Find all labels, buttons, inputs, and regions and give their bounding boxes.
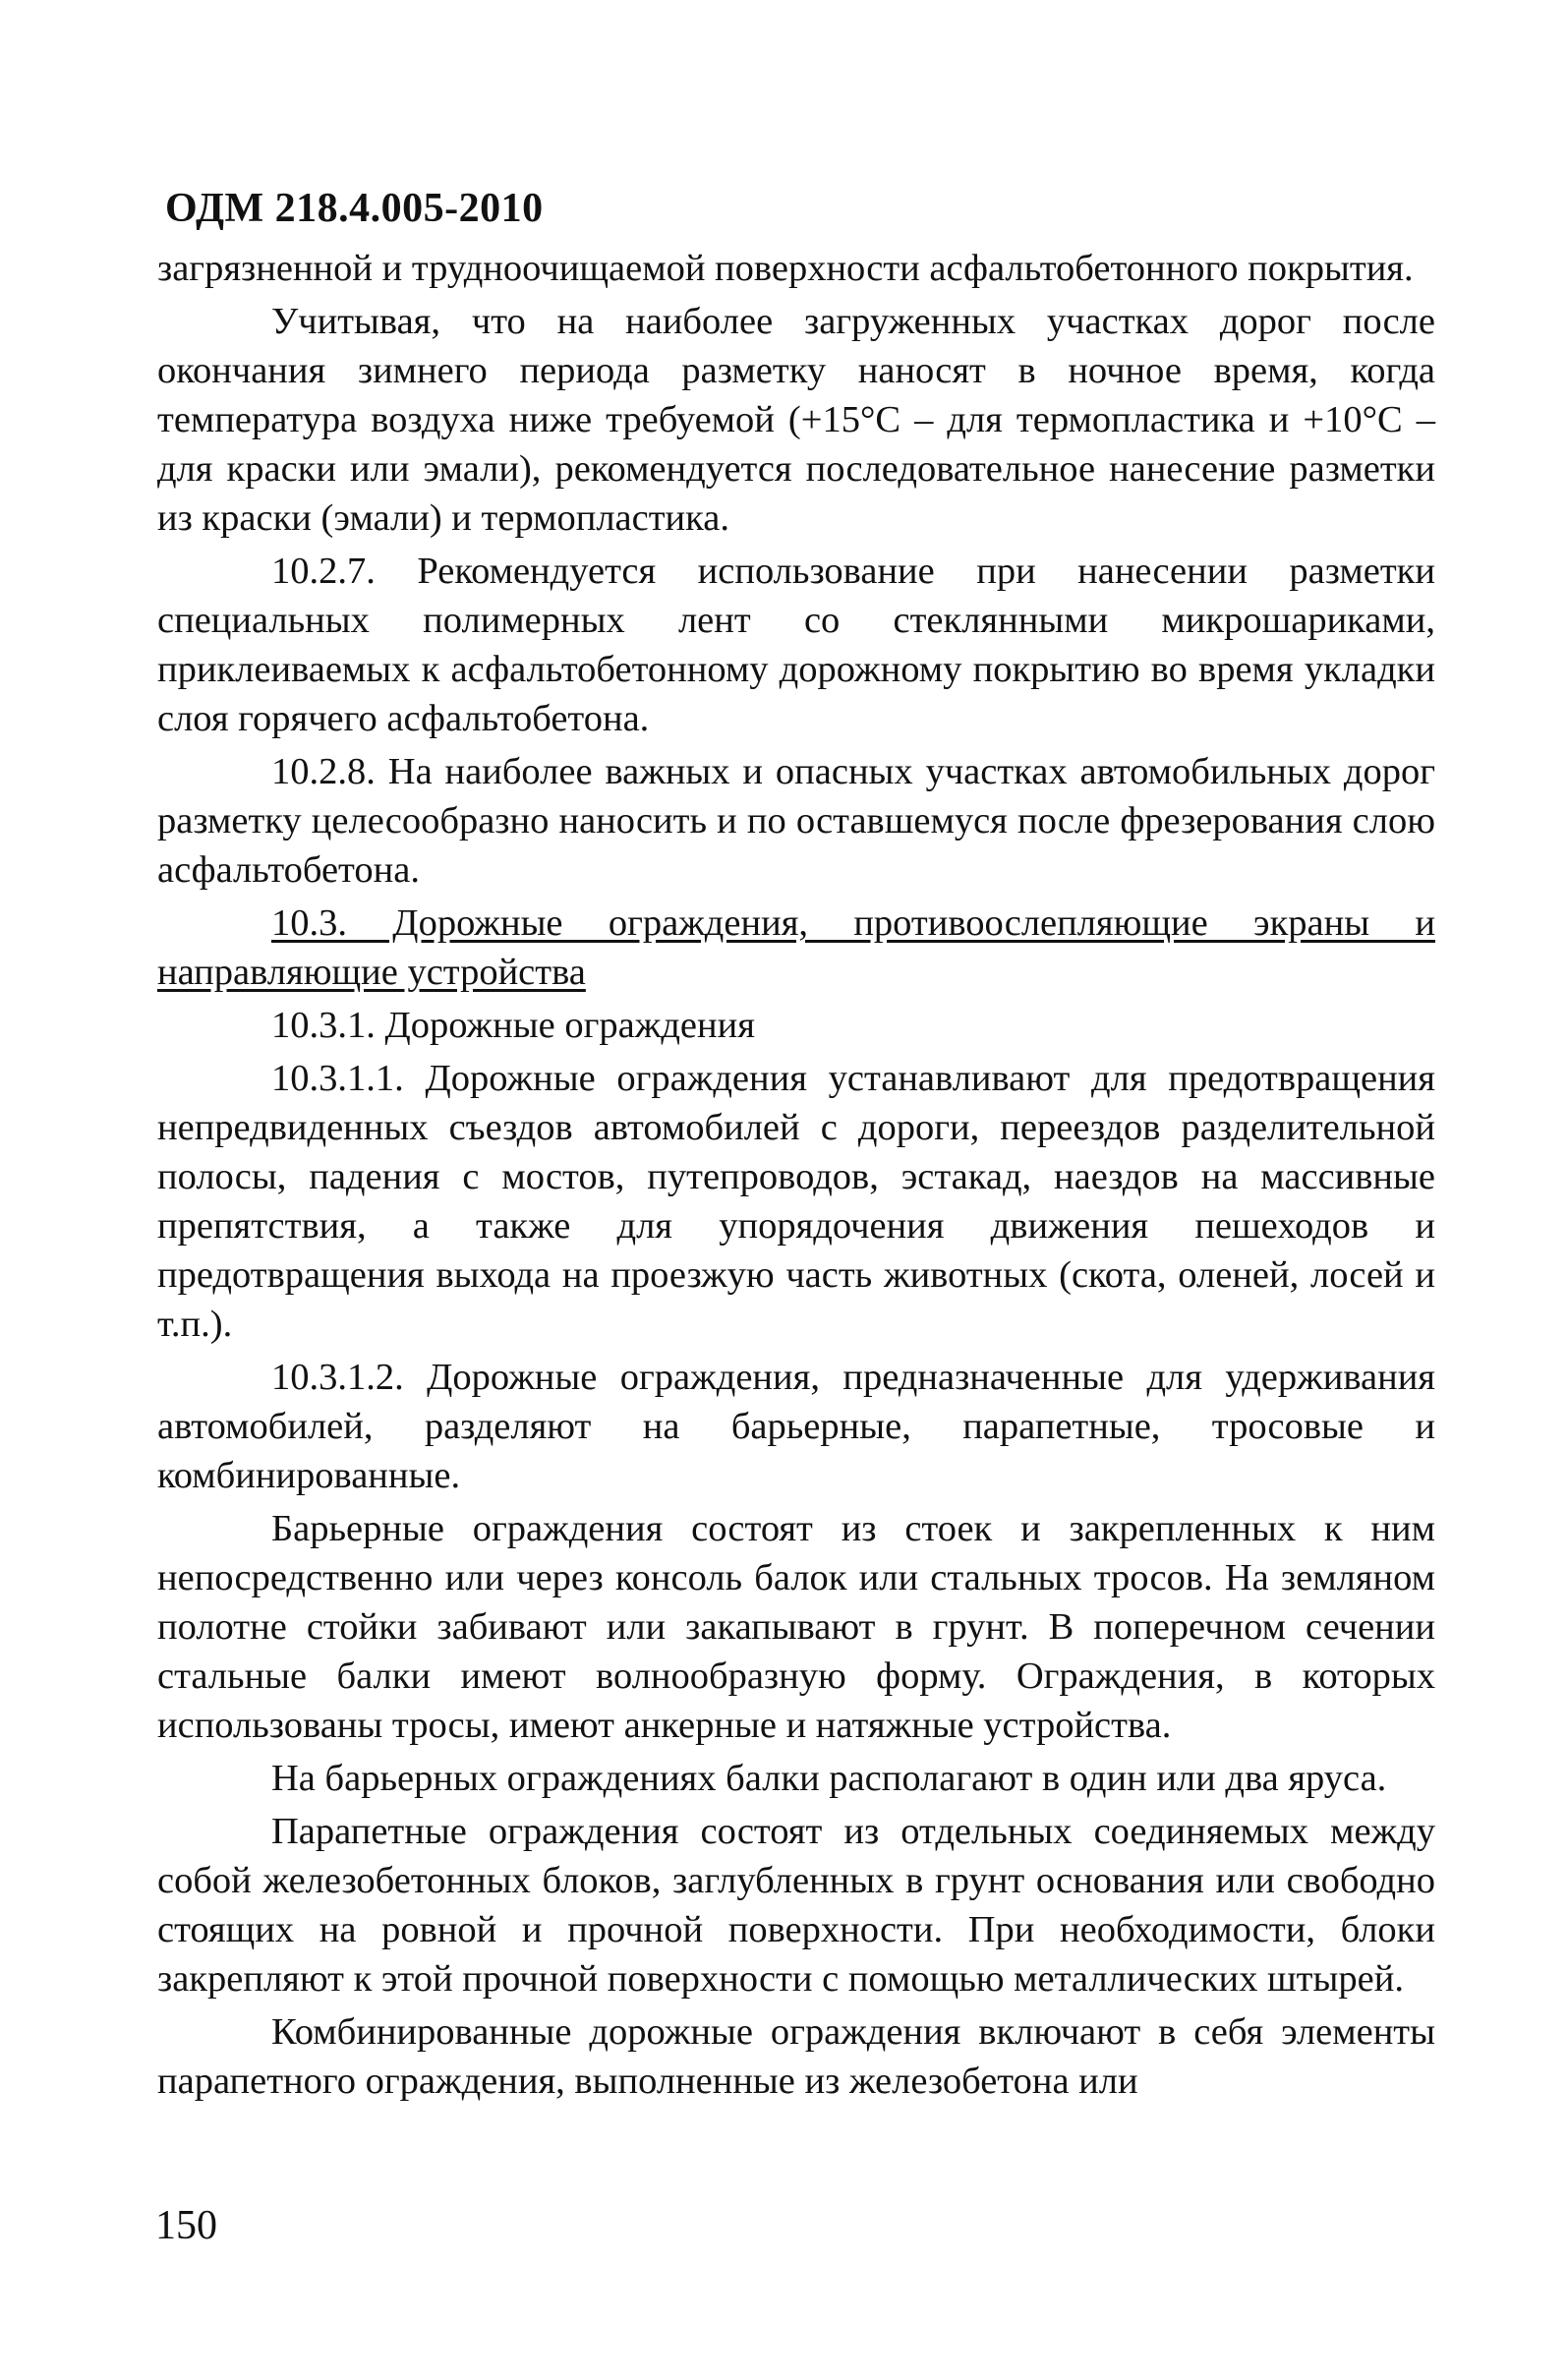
paragraph-10-3-1-2: 10.3.1.2. Дорожные ограждения, предназначенные для удерживания автомобилей, разделяют на барьерные, парапетные, тросовые и комбинированные. xyxy=(157,1357,1435,1496)
paragraph: Учитывая, что на наиболее загруженных участках дорог после окончания зимнего периода разметку наносят в ночное время, когда температура воздуха ниже требуемой (+15°С – для термопластика и +10°С – для краски или эмали), рекомендуется последовательное нанесение разметки из краски (эмали) и термопластика. xyxy=(157,301,1435,539)
subsection-heading-10-3-1: 10.3.1. Дорожные ограждения xyxy=(271,1005,755,1046)
paragraph: Комбинированные дорожные ограждения включают в себя элементы парапетного ограждения, выполненные из железобетона или xyxy=(157,2011,1435,2102)
paragraph: Парапетные ограждения состоят из отдельных соединяемых между собой железобетонных блоков, заглубленных в грунт основания или свободно стоящих на ровной и прочной поверхности. При необходимости, блоки закрепляют к этой прочной поверхности с помощью металлических штырей. xyxy=(157,1811,1435,2000)
page-number: 150 xyxy=(155,2203,217,2248)
section-heading-10-3 xyxy=(157,899,1435,997)
paragraph: На барьерных ограждениях балки располагают в один или два яруса. xyxy=(271,1758,1387,1799)
document-code: ОДМ 218.4.005-2010 xyxy=(165,186,544,231)
paragraph: Барьерные ограждения состоят из стоек и закрепленных к ним непосредственно или через консоль балок или стальных тросов. На земляном полотне стойки забивают или закапывают в грунт. В поперечном сечении стальные балки имеют волнообразную форму. Ограждения, в которых использованы тросы, имеют анкерные и натяжные устройства. xyxy=(157,1508,1435,1746)
paragraph-10-2-7: 10.2.7. Рекомендуется использование при нанесении разметки специальных полимерных лент со стеклянными микрошариками, приклеиваемых к асфальтобетонному дорожному покрытию во время укладки слоя горячего асфальтобетона. xyxy=(157,551,1435,739)
paragraph-continued: загрязненной и трудноочищаемой поверхности асфальтобетонного покрытия. xyxy=(157,248,1414,289)
paragraph-10-2-8: 10.2.8. На наиболее важных и опасных участках автомобильных дорог разметку целесообразно наносить и по оставшемуся после фрезерования слою асфальтобетона. xyxy=(157,751,1435,891)
body-text xyxy=(157,244,1435,2110)
section-heading-text: 10.3. Дорожные ограждения, противоослепляющие экраны и направляющие устройства xyxy=(157,902,1435,993)
paragraph-10-3-1-1: 10.3.1.1. Дорожные ограждения устанавливают для предотвращения непредвиденных съездов автомобилей с дороги, переездов разделительной полосы, падения с мостов, путепроводов, эстакад, наездов на массивные препятствия, а также для упорядочения движения пешеходов и предотвращения выхода на проезжую часть животных (скота, оленей, лосей и т.п.). xyxy=(157,1058,1435,1345)
